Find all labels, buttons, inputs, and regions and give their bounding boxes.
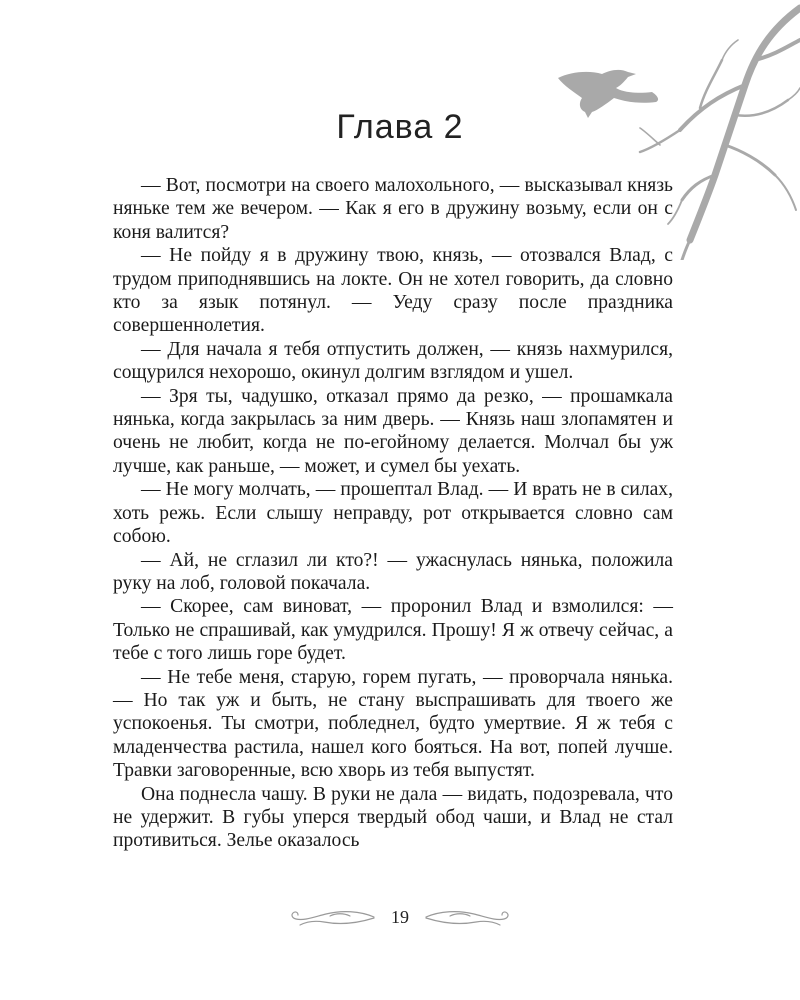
paragraph: — Не тебе меня, старую, горем пугать, — проворчала нянька. — Но так уж и быть, не стану выспрашивать для твоего же успокоенья. Ты смотри, побледнел, будто умертвие. Я ж тебя с младенчества растила, нашел кого бояться. На вот, попей лучше. Травки заговоренные, всю хворь из тебя выпустят.	[113, 666, 673, 782]
paragraph: — Вот, посмотри на своего малохольного, — высказывал князь няньке тем же вечером. — Как я его в дружину возьму, если он с коня валится?	[113, 175, 673, 243]
paragraph: — Скорее, сам виноват, — проронил Влад и взмолился: — Только не спрашивай, как умудрился. Прошу! Я ж отвечу сейчас, а тебе с того лишь горе будет.	[113, 596, 673, 665]
page-number: 19	[391, 906, 409, 927]
paragraph: Она поднесла чашу. В руки не дала — видать, подозревала, что не удержит. В губы уперся твердый обод чаши, и Влад не стал противиться. Зелье оказалось	[113, 783, 673, 852]
right-flourish-ornament	[424, 905, 510, 929]
chapter-title: Глава 2	[336, 108, 464, 146]
left-flourish-ornament	[290, 905, 376, 929]
chapter-body-text	[113, 174, 673, 853]
paragraph: — Зря ты, чадушко, отказал прямо да резко, — прошамкала нянька, когда закрылась за ним дверь. — Князь наш злопамятен и очень не любит, когда не по-егойному делается. Молчал бы уж лучше, как раньше, — может, и сумел бы уехать.	[113, 385, 673, 477]
paragraph: — Не могу молчать, — прошептал Влад. — И врать не в силах, хоть режь. Если слышу неправду, рот открывается словно сам собою.	[113, 479, 673, 548]
page-footer	[0, 902, 800, 932]
paragraph: — Не пойду я в дружину твою, князь, — отозвался Влад, с трудом приподнявшись на локте. Он не хотел говорить, да словно кто за язык потянул. — Уеду сразу после праздника совершеннолетия.	[113, 245, 673, 337]
paragraph: — Ай, не сглазил ли кто?! — ужаснулась нянька, положила руку на лоб, головой покачала.	[113, 549, 673, 594]
paragraph: — Для начала я тебя отпустить должен, — князь нахмурился, сощурился нехорошо, окинул долгим взглядом и ушел.	[113, 338, 673, 384]
